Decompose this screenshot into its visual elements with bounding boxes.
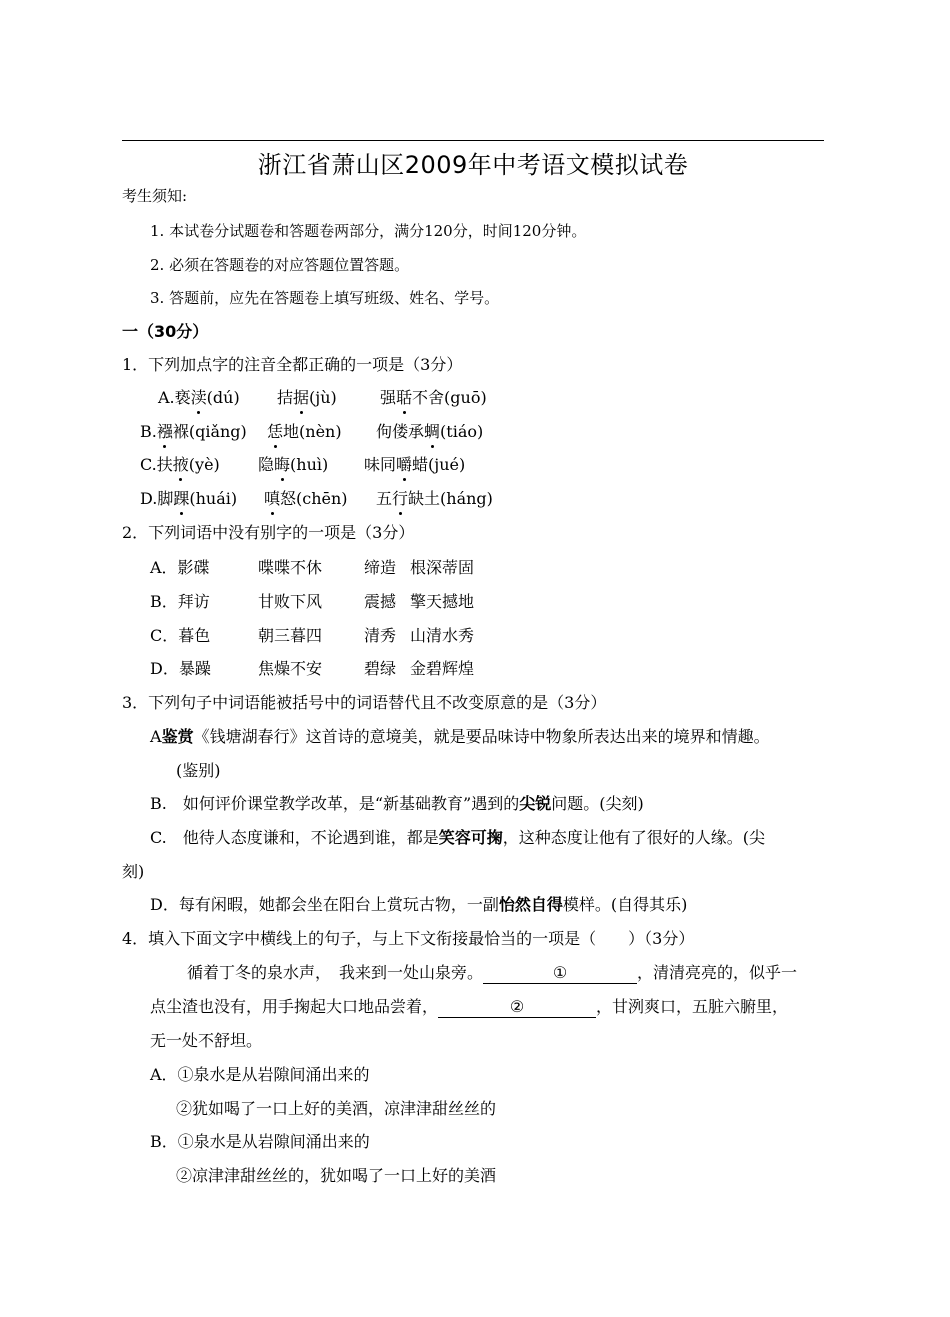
q4-option-a: A．①泉水是从岩隙间涌出来的 (150, 1065, 370, 1084)
q2-option-a: A．影碟 (150, 558, 210, 577)
notice-item-3: 3. 答题前，应先在答题卷上填写班级、姓名、学号。 (150, 289, 500, 307)
q3-option-b: B. 如何评价课堂教学改革，是“新基础教育”遇到的尖锐问题。(尖刻) (150, 794, 644, 813)
q4-option-a-line-2: ②犹如喝了一口上好的美酒，凉津津甜丝丝的 (176, 1099, 497, 1118)
q3-option-a: A鉴赏《钱塘湖春行》这首诗的意境美，就是要品味诗中物象所表达出来的境界和情趣。 (150, 727, 770, 746)
q1-option-b-word-2: 恁地(nèn) (267, 422, 342, 441)
bold-term: 鉴赏 (161, 727, 194, 746)
q4-passage-line-3: 无一处不舒坦。 (150, 1031, 263, 1050)
q2-option-d: D．暴躁 (150, 659, 211, 678)
dotted-char: 蜩 (424, 422, 441, 441)
notice-heading: 考生须知: (122, 187, 188, 205)
dotted-char: 晦 (274, 455, 291, 474)
question-4-stem: 4．填入下面文字中横线上的句子，与上下文衔接最恰当的一项是（ ）（3分） (122, 929, 695, 948)
q2-option-d-word-4: 金碧辉煌 (410, 659, 475, 678)
bold-term: 笑容可掬 (438, 828, 503, 847)
section-heading: 一（30分） (122, 322, 209, 341)
question-1-stem: 1．下列加点字的注音全都正确的一项是（3分） (122, 355, 463, 374)
q4-option-b: B．①泉水是从岩隙间涌出来的 (150, 1132, 370, 1151)
dotted-char: 嗔 (264, 489, 281, 508)
dotted-char: 渎 (190, 388, 207, 407)
q4-passage-line-2: 点尘渣也没有，用手掬起大口地品尝着， ② ，甘洌爽口，五脏六腑里， (150, 997, 789, 1016)
q2-option-a-word-3: 缔造 (364, 558, 397, 577)
q2-option-b-word-3: 震撼 (364, 592, 397, 611)
question-3-stem: 3．下列句子中词语能被括号中的词语替代且不改变原意的是（3分） (122, 693, 607, 712)
answer-blank-2: ② (438, 997, 596, 1018)
q1-option-d-word-3: 五行缺土(háng) (376, 489, 493, 508)
q3-option-a-cont: (鉴别) (176, 761, 221, 780)
q1-option-a-word-2: 拮据(jù) (277, 388, 337, 407)
q2-option-c-word-4: 山清水秀 (410, 626, 475, 645)
dotted-char: 襁 (156, 422, 173, 441)
q3-option-c-cont: 刻) (122, 862, 145, 881)
dotted-char: 聒 (396, 388, 413, 407)
q2-option-c-word-3: 清秀 (364, 626, 397, 645)
notice-item-2: 2. 必须在答题卷的对应答题位置答题。 (150, 256, 410, 274)
q1-option-a-word-3: 强聒不舍(guō) (380, 388, 487, 407)
q2-option-b-word-2: 甘败下风 (258, 592, 323, 611)
q2-option-a-word-2: 喋喋不休 (258, 558, 323, 577)
q1-option-a: A.亵渎(dú) (158, 388, 240, 407)
answer-blank-1: ① (483, 963, 637, 984)
top-rule (122, 140, 824, 141)
q2-option-b-word-4: 擎天撼地 (410, 592, 475, 611)
q1-option-b-word-3: 佝偻承蜩(tiáo) (376, 422, 484, 441)
q1-option-c: C.扶掖(yè) (140, 455, 220, 474)
q1-option-b: B.襁褓(qiǎng) (140, 422, 247, 441)
q1-option-c-word-3: 味同嚼蜡(jué) (364, 455, 466, 474)
page-title: 浙江省萧山区2009年中考语文模拟试卷 (257, 151, 689, 179)
q1-option-d: D.脚踝(huái) (140, 489, 238, 508)
dotted-char: 踝 (173, 489, 190, 508)
dotted-char: 据 (293, 388, 310, 407)
bold-term: 怡然自得 (498, 895, 563, 914)
dotted-char: 行 (392, 489, 409, 508)
q4-option-b-line-2: ②凉津津甜丝丝的，犹如喝了一口上好的美酒 (176, 1166, 497, 1185)
dotted-char: 恁 (267, 422, 284, 441)
q3-option-c: C. 他待人态度谦和，不论遇到谁，都是笑容可掬，这种态度让他有了很好的人缘。(尖 (150, 828, 766, 847)
q2-option-c: C．暮色 (150, 626, 211, 645)
bold-term: 尖锐 (519, 794, 552, 813)
dotted-char: 掖 (172, 455, 189, 474)
q2-option-b: B．拜访 (150, 592, 210, 611)
dotted-char: 嚼 (396, 455, 413, 474)
question-2-stem: 2．下列词语中没有别字的一项是（3分） (122, 523, 415, 542)
q1-option-d-word-2: 嗔怒(chēn) (264, 489, 348, 508)
q2-option-d-word-3: 碧绿 (364, 659, 397, 678)
q4-passage-line-1: 循着丁冬的泉水声， 我来到一处山泉旁。 ① ，清清亮亮的，似乎一 (187, 963, 798, 982)
notice-item-1: 1. 本试卷分试题卷和答题卷两部分，满分120分，时间120分钟。 (150, 222, 587, 240)
q3-option-d: D．每有闲暇，她都会坐在阳台上赏玩古物，一副怡然自得模样。(自得其乐) (150, 895, 688, 914)
q2-option-a-word-4: 根深蒂固 (410, 558, 475, 577)
q2-option-c-word-2: 朝三暮四 (258, 626, 323, 645)
q1-option-c-word-2: 隐晦(huì) (258, 455, 329, 474)
q2-option-d-word-2: 焦燥不安 (258, 659, 323, 678)
